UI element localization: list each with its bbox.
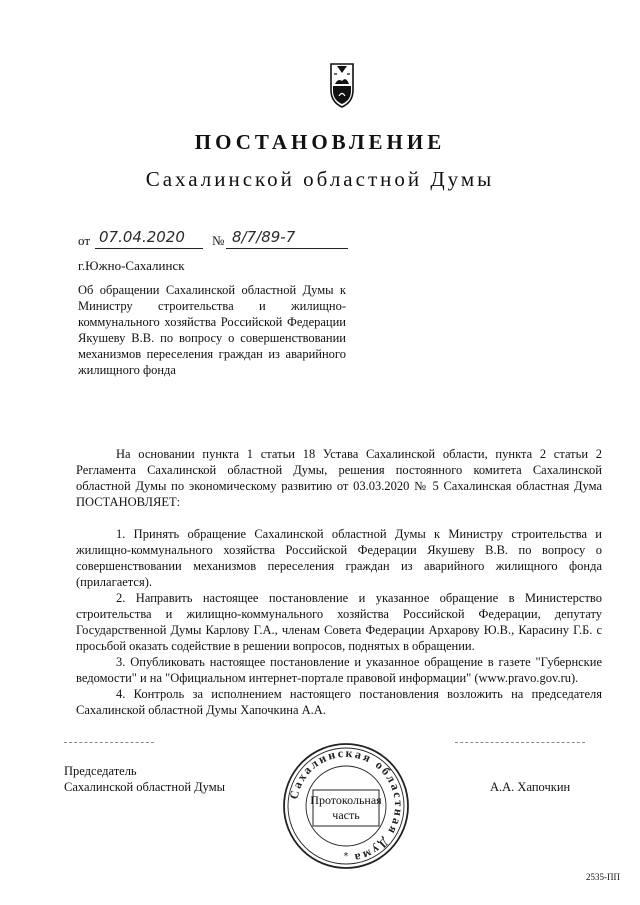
signatory-position-line2: Сахалинской областной Думы [64, 780, 226, 794]
stamp-ring-text: Сахалинская областная Дума [286, 745, 407, 866]
list-item: 2. Направить настоящее постановление и указанное обращение в Министерство строительства и жилищно-коммунального хозяйства Российской Федерации, депутату Государственной Думы Карлову Г.А., членам Совета Федерации Архарову Ю.В., Карасину Г.Б. с просьбой оказать содействие в решении вопросов, поднятых в обращении. [76, 591, 602, 653]
signatory-name: А.А. Хапочкин [490, 780, 571, 794]
date-handwritten: 07.04.2020 [99, 228, 185, 246]
scan-artifact [64, 742, 154, 743]
number-prefix: № [212, 233, 225, 248]
signatory-position [64, 763, 225, 795]
list-item: 1. Принять обращение Сахалинской областной Думы к Министру строительства и жилищно-коммунального хозяйства Российской Федерации Якушеву В.В. по вопросу о совершенствовании механизмов переселения граждан из аварийного жилищного фонда (прилагается). [76, 527, 602, 589]
scan-artifact [455, 742, 585, 743]
subject-block: Об обращении Сахалинской областной Думы к Министру строительства и жилищно-коммунального хозяйства Российской Федерации Якушеву В.В. по вопросу о совершенствовании механизмов переселения граждан из аварийного жилищного фонда [78, 283, 346, 377]
signatory-position-line1: Председатель [64, 764, 137, 778]
list-item: 3. Опубликовать настоящее постановление и указанное обращение в газете "Губернские ведомости" и на "Официальном интернет-портале правовой информации" (www.pravo.gov.ru). [76, 655, 602, 685]
document-code: 2535-ПП [586, 872, 620, 882]
stamp-center-line1: Протокольная [310, 793, 382, 807]
number-handwritten: 8/7/89-7 [232, 228, 296, 246]
preamble: На основании пункта 1 статьи 18 Устава Сахалинской области, пункта 2 статьи 2 Регламента Сахалинской областной Думы, решения постоянного комитета Сахалинской областной Думы по экономическому развитию от 03.03.2020 № 5 Сахалинская областная Дума ПОСТАНОВЛЯЕТ: [76, 447, 602, 509]
list-item: 4. Контроль за исполнением настоящего постановления возложить на председателя Сахалинской областной Думы Хапочкина А.А. [76, 687, 602, 717]
svg-text:*: * [343, 851, 349, 862]
city: г.Южно-Сахалинск [78, 258, 185, 273]
stamp-center-line2: часть [332, 808, 360, 822]
document-subtitle: Сахалинской областной Думы [145, 167, 495, 191]
date-prefix: от [78, 233, 91, 248]
number-underline [226, 248, 348, 249]
date-underline [95, 248, 203, 249]
coat-of-arms-icon [325, 60, 359, 110]
document-title: ПОСТАНОВЛЕНИЕ [194, 130, 446, 154]
stamp-seal [280, 740, 412, 872]
document-body [76, 446, 602, 718]
